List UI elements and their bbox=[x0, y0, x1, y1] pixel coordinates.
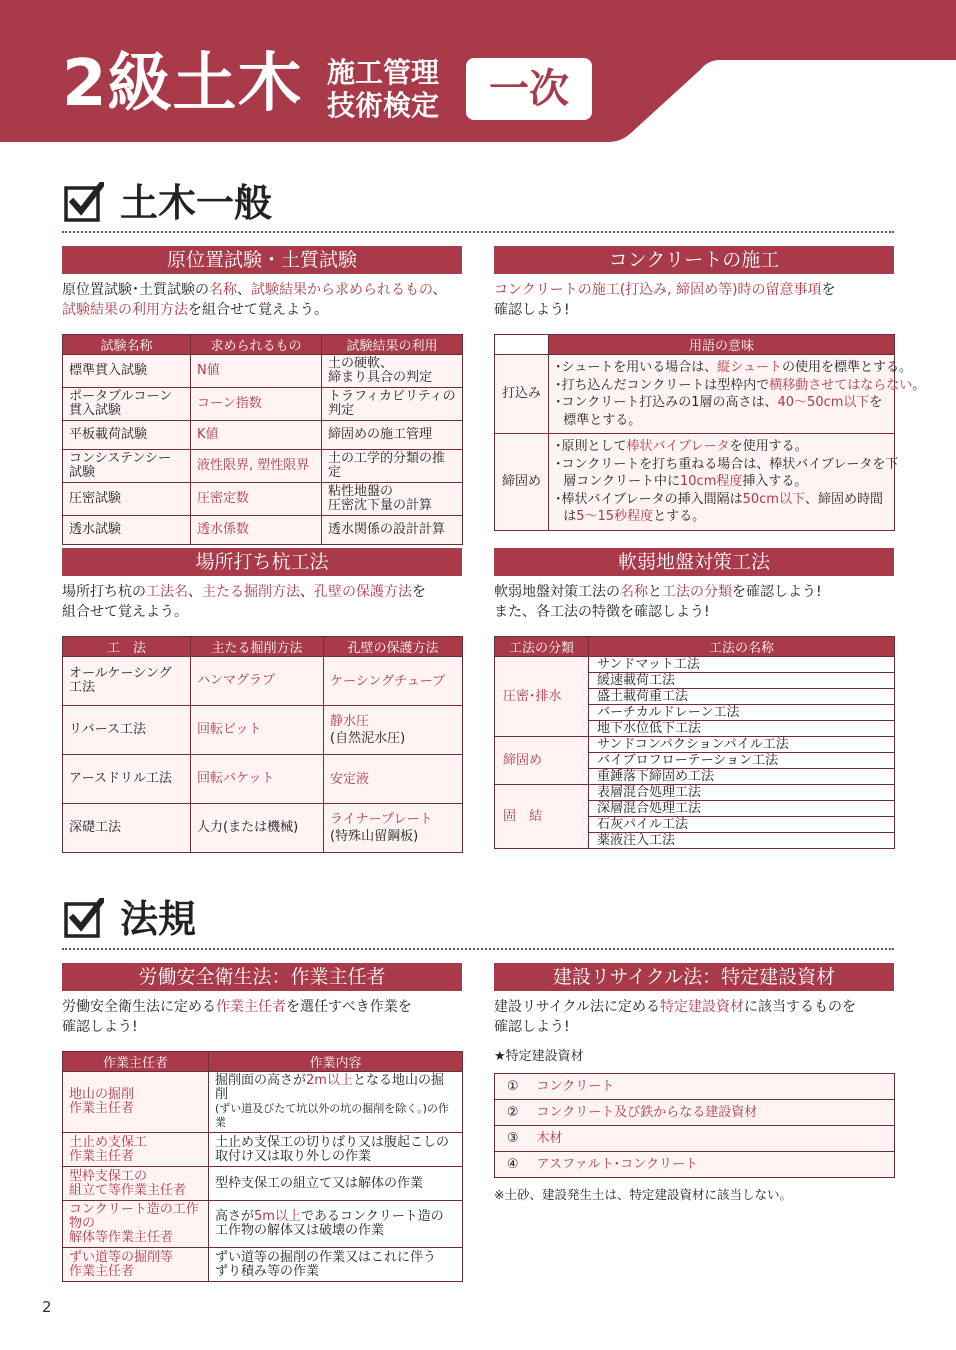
column-header: 主たる掘削方法 bbox=[191, 637, 324, 657]
intro-line bbox=[62, 300, 462, 320]
text-run: 労働安全衛生法に定める bbox=[62, 999, 216, 1015]
work-line bbox=[215, 1177, 456, 1191]
test-name bbox=[63, 421, 191, 450]
work-note: (ずい道及びたて坑以外の坑の掘削を除く。)の作業 bbox=[215, 1102, 449, 1129]
text-run: となる地山の掘削 bbox=[215, 1073, 444, 1102]
table-row bbox=[63, 388, 463, 421]
material-name: コンクリート及び鉄からなる建設資材 bbox=[531, 1100, 895, 1126]
meaning-line bbox=[555, 377, 926, 395]
text-run: 取付け又は取り外しの作業 bbox=[215, 1148, 372, 1164]
text-run: 場所打ち杭の bbox=[62, 584, 146, 600]
test-result: コーン指数 bbox=[191, 388, 322, 421]
work-line bbox=[215, 1210, 456, 1224]
text-line: 判定 bbox=[328, 403, 355, 418]
text-run: を bbox=[412, 584, 426, 600]
table-row bbox=[63, 355, 463, 388]
table-row bbox=[63, 657, 463, 706]
test-use bbox=[322, 450, 463, 483]
text-run: ･シュートを用いる場合は、 bbox=[555, 360, 718, 375]
item-number: ① bbox=[495, 1074, 531, 1100]
text-line: 作業主任者 bbox=[69, 1148, 135, 1164]
table-row bbox=[495, 434, 895, 531]
material-name: アスファルト･コンクリート bbox=[531, 1152, 895, 1178]
text-line: 貫入試験 bbox=[69, 403, 122, 418]
footnote: ※土砂、建設発生土は、特定建設資材に該当しない。 bbox=[494, 1187, 792, 1202]
text-run: 原位置試験･土質試験の bbox=[62, 282, 209, 298]
method: 石灰パイル工法 bbox=[589, 817, 895, 833]
text-run: 特定建設資材 bbox=[660, 999, 745, 1015]
text-run: 10cm程度 bbox=[680, 474, 743, 489]
panel-title: 軟弱地盤対策工法 bbox=[494, 548, 894, 576]
text-run: ･コンクリート打込みの1層の高さは、 bbox=[555, 395, 778, 410]
text-run: を確認しよう! bbox=[732, 584, 822, 600]
work-line bbox=[215, 1265, 456, 1279]
table-row bbox=[63, 755, 463, 804]
supervisor-name bbox=[63, 1167, 209, 1201]
text-line: 粘性地盤の bbox=[328, 484, 394, 499]
material-name: 木材 bbox=[531, 1126, 895, 1152]
wall-protection bbox=[324, 755, 463, 804]
test-use bbox=[322, 421, 463, 450]
text-run: を bbox=[869, 395, 883, 410]
text-line: 解体等作業主任者 bbox=[69, 1230, 174, 1245]
test-name bbox=[63, 516, 191, 545]
exam-stage-badge: 一次 bbox=[466, 58, 592, 120]
text-line: コンシステンシー bbox=[69, 451, 172, 466]
text-run: 工法名 bbox=[146, 584, 188, 600]
method: バイブロフローテーション工法 bbox=[589, 753, 895, 769]
text-run: ･原則として bbox=[555, 439, 627, 454]
panel-intro bbox=[494, 582, 894, 626]
work-content bbox=[209, 1248, 463, 1282]
column-header: 試験結果の利用 bbox=[322, 335, 463, 355]
panel-intro bbox=[62, 997, 462, 1041]
exam-subtitle: 施工管理 技術検定 bbox=[327, 56, 440, 122]
meaning-line bbox=[555, 412, 888, 430]
test-use bbox=[322, 483, 463, 516]
text-run: 50cm以下 bbox=[742, 491, 805, 507]
method: 表層混合処理工法 bbox=[589, 785, 895, 801]
panel-soft-ground bbox=[494, 548, 894, 849]
text-run: 作業主任者 bbox=[216, 999, 286, 1015]
text-line: 土の工学的分類の推定 bbox=[328, 451, 446, 480]
text-line: 締まり具合の判定 bbox=[328, 370, 433, 385]
test-result: 透水係数 bbox=[191, 516, 322, 545]
panel-title: 原位置試験・土質試験 bbox=[62, 246, 462, 274]
method: 盛土載荷重工法 bbox=[589, 689, 895, 705]
category: 固 結 bbox=[495, 785, 589, 849]
text-line: 地山の掘削 bbox=[69, 1087, 135, 1102]
text-run: ･打ち込んだコンクリートは型枠内で bbox=[555, 377, 770, 393]
text-line: 型枠支保工の bbox=[69, 1168, 148, 1184]
text-run: 確認しよう! bbox=[494, 302, 570, 318]
term: 締固め bbox=[495, 434, 549, 531]
work-line bbox=[215, 1074, 456, 1102]
column-header: 工法の名称 bbox=[589, 637, 895, 657]
text-run: 主たる掘削方法 bbox=[202, 584, 300, 600]
test-name bbox=[63, 450, 191, 483]
meaning-line bbox=[555, 473, 888, 491]
test-name bbox=[63, 483, 191, 516]
term: 打込み bbox=[495, 355, 549, 434]
text-run: 工法の分類 bbox=[662, 584, 732, 600]
text-line: 締固めの施工管理 bbox=[328, 427, 433, 442]
text-run: 試験結果から求められるもの bbox=[251, 282, 433, 298]
supervisor-name bbox=[63, 1133, 209, 1167]
table-row bbox=[63, 1248, 463, 1282]
test-use bbox=[322, 355, 463, 388]
item-number: ③ bbox=[495, 1126, 531, 1152]
test-name bbox=[63, 388, 191, 421]
panel-intro bbox=[494, 997, 894, 1041]
wall-protection bbox=[324, 804, 463, 853]
text-line: 透水試験 bbox=[69, 522, 122, 537]
method: 緩速載荷工法 bbox=[589, 673, 895, 689]
text-run: 5～15秒程度 bbox=[576, 509, 654, 524]
text-run: の使用を標準とする。 bbox=[782, 360, 913, 375]
meaning-line bbox=[555, 456, 899, 474]
checkbox-icon bbox=[64, 182, 104, 222]
item-number: ④ bbox=[495, 1152, 531, 1178]
text-run: 掘削面の高さが bbox=[215, 1073, 307, 1088]
wall-protection bbox=[324, 657, 463, 706]
text-run: コンクリートの施工(打込み, 締固め等)時の留意事項 bbox=[494, 282, 822, 298]
table-row bbox=[63, 1133, 463, 1167]
text-line: ポータブルコーン bbox=[69, 389, 173, 404]
text-line: 標準貫入試験 bbox=[69, 363, 148, 378]
soft-ground-table bbox=[494, 636, 895, 849]
text-run: ずい道等の掘削の作業又はこれに伴う bbox=[215, 1249, 437, 1265]
category: 締固め bbox=[495, 737, 589, 785]
method: 薬液注入工法 bbox=[589, 833, 895, 849]
intro-line bbox=[62, 280, 462, 300]
table-row bbox=[63, 1072, 463, 1133]
text-line: ケーシングチューブ bbox=[330, 673, 446, 689]
table-row bbox=[495, 1100, 895, 1126]
text-run: 名称 bbox=[620, 584, 648, 600]
materials-table bbox=[494, 1073, 895, 1178]
wall-protection bbox=[324, 706, 463, 755]
page-number: 2 bbox=[42, 1298, 52, 1316]
text-line: (自然泥水圧) bbox=[330, 731, 406, 746]
method: サンドコンパクションパイル工法 bbox=[589, 737, 895, 753]
work-content bbox=[209, 1133, 463, 1167]
intro-line bbox=[62, 602, 462, 622]
excavation-method: ハンマグラブ bbox=[191, 657, 324, 706]
text-line: 作業主任者 bbox=[69, 1101, 135, 1116]
text-line: ずい道等の掘削等 bbox=[69, 1249, 174, 1265]
column-header: 求められるもの bbox=[191, 335, 322, 355]
text-run: 縦シュート bbox=[717, 360, 782, 375]
test-result: 液性限界, 塑性限界 bbox=[191, 450, 322, 483]
text-run: 試験結果の利用方法 bbox=[62, 302, 188, 318]
table-row bbox=[495, 737, 895, 753]
checkbox-icon bbox=[64, 898, 104, 938]
method: 深層混合処理工法 bbox=[589, 801, 895, 817]
text-run: 。 bbox=[912, 377, 926, 393]
piles-table bbox=[62, 636, 463, 853]
table-row bbox=[63, 706, 463, 755]
concrete-table: 用語の意味 打込み ･シュートを用いる場合は、縦シュートの使用を標準とする。 ･打ち込んだコンクリートは型枠内で横移動させてはならない。 ･コンクリート打込みの1層の高さは、40～50cm以下を 標準とする。 締固め ･原則として棒状バイブレータを使用する。 ･コンクリートを打ち重ねる場合は、棒状バイブレータを下 層コンクリート中に10cm程度挿入する。 ･棒状バイブレータの挿入間隔は50cm以下、締固め時間 は5～15秒程度とする。 bbox=[494, 334, 895, 531]
text-run: 土止め支保工の切りばり又は腹起こしの bbox=[215, 1134, 450, 1150]
material-name: コンクリート bbox=[531, 1074, 895, 1100]
meaning-line bbox=[555, 394, 888, 412]
method: 重錘落下締固め工法 bbox=[589, 769, 895, 785]
meaning-line bbox=[555, 438, 888, 456]
text-run: 工作物の解体又は破壊の作業 bbox=[215, 1223, 385, 1238]
test-result: 圧密定数 bbox=[191, 483, 322, 516]
text-run: 建設リサイクル法に定める bbox=[494, 999, 661, 1015]
excavation-method: 人力(または機械) bbox=[191, 804, 324, 853]
text-run: と bbox=[648, 584, 662, 600]
work-line bbox=[215, 1136, 456, 1150]
panel-title: 労働安全衛生法：作業主任者 bbox=[62, 963, 462, 991]
text-run: を選任すべき作業を bbox=[286, 999, 412, 1015]
text-run: であるコンクリート造の bbox=[300, 1209, 444, 1224]
intro-line bbox=[494, 602, 894, 622]
work-line bbox=[215, 1150, 456, 1164]
text-run: に該当するものを bbox=[744, 999, 857, 1015]
text-line: トラフィカビリティの bbox=[328, 389, 456, 404]
meaning bbox=[549, 434, 899, 531]
test-name bbox=[63, 355, 191, 388]
method-name: アースドリル工法 bbox=[63, 755, 191, 804]
text-line: 透水関係の設計計算 bbox=[328, 522, 446, 537]
method: 地下水位低下工法 bbox=[589, 721, 895, 737]
meaning-line bbox=[555, 508, 888, 526]
meaning-line bbox=[555, 359, 913, 377]
excavation-method: 回転バケット bbox=[191, 755, 324, 804]
text-line: 組立て等作業主任者 bbox=[69, 1182, 187, 1198]
intro-line bbox=[494, 280, 894, 300]
table-row bbox=[495, 657, 895, 673]
work-content bbox=[209, 1201, 463, 1248]
text-run: 孔壁の保護方法 bbox=[314, 584, 412, 600]
text-run: 標準とする。 bbox=[555, 412, 642, 428]
text-line: 土の硬軟、 bbox=[328, 356, 394, 371]
supervisor-table bbox=[62, 1051, 463, 1282]
text-line: 圧密沈下量の計算 bbox=[328, 498, 433, 513]
intro-line bbox=[62, 1017, 462, 1037]
text-run: 組合せて覚えよう。 bbox=[62, 604, 188, 620]
table-row bbox=[63, 483, 463, 516]
intro-line bbox=[494, 300, 894, 320]
table-row bbox=[63, 1167, 463, 1201]
test-use bbox=[322, 388, 463, 421]
text-run: 挿入する。 bbox=[742, 474, 808, 489]
panel-concrete bbox=[494, 246, 926, 531]
panel-labor-law bbox=[62, 963, 462, 1282]
text-run: また、各工法の特徴を確認しよう! bbox=[494, 604, 710, 620]
text-run: 高さが bbox=[215, 1209, 255, 1224]
panel-intro bbox=[62, 280, 462, 324]
text-line: 作業主任者 bbox=[69, 1263, 135, 1279]
test-result: N値 bbox=[191, 355, 322, 388]
text-run: 層コンクリート中に bbox=[555, 474, 681, 489]
column-header: 工 法 bbox=[63, 637, 191, 657]
site-tests-table bbox=[62, 334, 463, 545]
text-run: 、 bbox=[300, 584, 314, 600]
meaning-line bbox=[555, 491, 888, 509]
column-header: 作業主任者 bbox=[63, 1052, 209, 1072]
method-name: リバース工法 bbox=[63, 706, 191, 755]
text-run: 確認しよう! bbox=[62, 1019, 138, 1035]
text-run: は bbox=[555, 509, 577, 524]
header-banner bbox=[0, 0, 956, 142]
table-row bbox=[495, 355, 895, 434]
panel-piles bbox=[62, 548, 462, 853]
text-run: とする。 bbox=[653, 509, 706, 524]
column-header: 試験名称 bbox=[63, 335, 191, 355]
excavation-method: 回転ビット bbox=[191, 706, 324, 755]
column-header: 工法の分類 bbox=[495, 637, 589, 657]
table-row bbox=[63, 804, 463, 853]
text-run: 、 bbox=[188, 584, 202, 600]
table-row bbox=[63, 1201, 463, 1248]
text-run: ･コンクリートを打ち重ねる場合は、棒状バイブレータを下 bbox=[555, 456, 899, 472]
panel-recycle-law bbox=[494, 963, 894, 1203]
table-row bbox=[63, 516, 463, 545]
text-run: 5m以上 bbox=[254, 1209, 301, 1224]
text-line: 試験 bbox=[69, 465, 96, 480]
table-row bbox=[495, 1074, 895, 1100]
item-number: ② bbox=[495, 1100, 531, 1126]
text-run: 、締固め時間 bbox=[804, 491, 883, 507]
text-run: ずり積み等の作業 bbox=[215, 1263, 320, 1279]
text-run: を組合せて覚えよう。 bbox=[188, 302, 328, 318]
work-line bbox=[215, 1251, 456, 1265]
method: サンドマット工法 bbox=[589, 657, 895, 673]
text-run: 横移動させてはならない bbox=[769, 377, 913, 393]
supervisor-name bbox=[63, 1248, 209, 1282]
text-run: を bbox=[821, 282, 836, 298]
intro-line bbox=[494, 1017, 894, 1037]
method: バーチカルドレーン工法 bbox=[589, 705, 895, 721]
panel-intro bbox=[62, 582, 462, 626]
divider bbox=[62, 231, 894, 233]
method-name: 深礎工法 bbox=[63, 804, 191, 853]
intro-line bbox=[62, 997, 462, 1017]
text-run: 、 bbox=[237, 282, 251, 298]
test-use bbox=[322, 516, 463, 545]
text-run: 名称 bbox=[209, 282, 237, 298]
supervisor-name bbox=[63, 1072, 209, 1133]
section-heading-civil: 土木一般 bbox=[62, 180, 894, 230]
table-row bbox=[63, 450, 463, 483]
intro-line bbox=[494, 997, 894, 1017]
text-run: を使用する。 bbox=[729, 439, 808, 454]
method-name: オールケーシング工法 bbox=[63, 657, 191, 706]
text-run: 確認しよう! bbox=[494, 1019, 570, 1035]
divider bbox=[62, 948, 894, 950]
panel-title: 場所打ち杭工法 bbox=[62, 548, 462, 576]
text-line: コンクリート造の工作物の bbox=[69, 1202, 199, 1231]
exam-title: 2級土木 bbox=[62, 47, 303, 121]
panel-site-tests bbox=[62, 246, 462, 545]
supervisor-name bbox=[63, 1201, 209, 1248]
text-run: 型枠支保工の組立て又は解体の作業 bbox=[215, 1175, 424, 1191]
work-content bbox=[209, 1167, 463, 1201]
table-row bbox=[495, 785, 895, 801]
column-header: 作業内容 bbox=[209, 1052, 463, 1072]
category: 圧密･排水 bbox=[495, 657, 589, 737]
text-line: ライナープレート bbox=[330, 812, 433, 827]
text-line: (特殊山留鋼板) bbox=[330, 829, 419, 844]
column-header: 孔壁の保護方法 bbox=[324, 637, 463, 657]
work-content bbox=[209, 1072, 463, 1133]
intro-line bbox=[62, 582, 462, 602]
text-line: 土止め支保工 bbox=[69, 1134, 148, 1150]
meaning bbox=[549, 355, 926, 434]
panel-title: コンクリートの施工 bbox=[494, 246, 894, 274]
section-heading-laws: 法規 bbox=[62, 896, 894, 946]
text-line: 圧密試験 bbox=[69, 491, 122, 506]
text-run: 棒状バイブレータ bbox=[626, 439, 730, 454]
text-run: 、 bbox=[432, 282, 447, 298]
test-result: K値 bbox=[191, 421, 322, 450]
intro-line bbox=[494, 582, 894, 602]
text-run: 2m以上 bbox=[306, 1073, 353, 1088]
text-line: 静水圧 bbox=[330, 714, 370, 729]
text-run: 40～50cm以下 bbox=[777, 395, 870, 410]
text-run: 軟弱地盤対策工法の bbox=[494, 584, 620, 600]
text-line: 安定液 bbox=[330, 771, 370, 787]
table-row bbox=[63, 421, 463, 450]
panel-title: 建設リサイクル法：特定建設資材 bbox=[494, 963, 894, 991]
text-run: ･棒状バイブレータの挿入間隔は bbox=[555, 491, 743, 507]
table-row bbox=[495, 1126, 895, 1152]
list-title: ★特定建設資材 bbox=[494, 1049, 584, 1064]
table-row bbox=[495, 1152, 895, 1178]
panel-intro bbox=[494, 280, 894, 324]
text-line: 平板載荷試験 bbox=[69, 427, 148, 442]
work-line bbox=[215, 1224, 456, 1238]
